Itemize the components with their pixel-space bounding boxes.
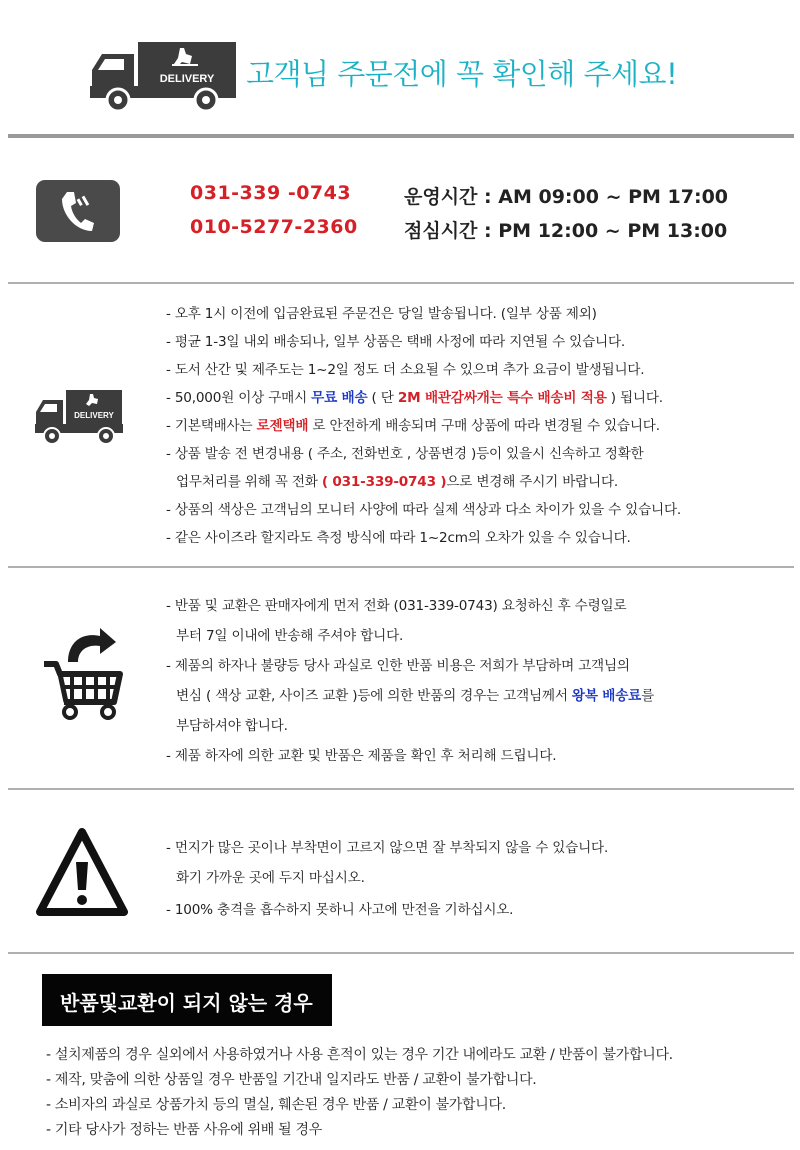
caution-line-1: - 먼지가 많은 곳이나 부착면이 고르지 않으면 잘 부착되지 않을 수 있습니다. [166, 840, 609, 856]
free-shipping-highlight: 무료 배송 [311, 390, 368, 406]
warning-icon [34, 826, 130, 920]
no-return-line-1: - 설치제품의 경우 실외에서 사용하였거나 사용 흔적이 있는 경우 기간 내에라도 교환 / 반품이 불가합니다. [46, 1047, 673, 1063]
free-shipping-mid: ( 단 [367, 390, 398, 406]
special-fee-highlight: 2M 배관감싸개는 특수 배송비 적용 [397, 390, 607, 406]
color-notice-line: - 상품의 색상은 고객님의 모니터 사양에 따라 실제 색상과 다소 차이가 있을 수 있습니다. [166, 502, 682, 518]
free-shipping-line [166, 386, 663, 406]
header [0, 0, 800, 132]
delivery-info-section [0, 284, 800, 566]
returns-line-1: - 반품 및 교환은 판매자에게 먼저 전화 (031-339-0743) 요청하신 후 수령일로 [166, 598, 627, 614]
delivery-truck-icon [88, 40, 238, 112]
courier-prefix: - 기본택배사는 [166, 418, 257, 434]
change-phone[interactable]: ( 031-339-0743 ) [321, 474, 447, 490]
free-shipping-suffix: ) 됩니다. [606, 390, 663, 406]
delivery-truck-icon [34, 388, 124, 446]
delivery-line-2: - 평균 1-3일 내외 배송되나, 일부 상품은 택배 사정에 따라 지연될 수 있습니다. [166, 334, 626, 350]
no-return-line-3: - 소비자의 과실로 상품가치 등의 멸실, 훼손된 경우 반품 / 교환이 불가합니다. [46, 1097, 506, 1113]
phone-icon [36, 180, 120, 242]
caution-section [0, 790, 800, 950]
delivery-line-1: - 오후 1시 이전에 입금완료된 주문건은 당일 발송됩니다. (일부 상품 제외) [166, 306, 597, 322]
caution-line-3: - 100% 충격을 흡수하지 못하니 사고에 만전을 기하십시오. [166, 902, 514, 918]
change-line-1: - 상품 발송 전 변경내용 ( 주소, 전화번호 , 상품변경 )등이 있을시 신속하고 정확한 [166, 446, 644, 462]
returns-section [0, 568, 800, 788]
no-return-heading [42, 974, 332, 1026]
divider [8, 952, 794, 954]
divider [8, 134, 794, 138]
contact-section [0, 140, 800, 280]
no-return-line-4: - 기타 당사가 정하는 반품 사유에 위배 될 경우 [46, 1122, 322, 1138]
size-notice-line: - 같은 사이즈라 할지라도 측정 방식에 따라 1~2cm의 오차가 있을 수 있습니다. [166, 530, 631, 546]
delivery-line-3: - 도서 산간 및 제주도는 1~2일 정도 더 소요될 수 있으며 추가 요금이 발생됩니다. [166, 362, 645, 378]
truck-label: DELIVERY [159, 73, 215, 85]
change-prefix: 업무처리를 위해 꼭 전화 [176, 474, 322, 490]
returns-line-4 [176, 684, 654, 704]
courier-line [166, 414, 660, 434]
returns-line-2: 부터 7일 이내에 반송해 주셔야 합니다. [176, 628, 404, 644]
phone-number-2[interactable]: 010-5277-2360 [190, 216, 358, 238]
courier-suffix: 로 안전하게 배송되며 구매 상품에 따라 변경될 수 있습니다. [308, 418, 660, 434]
page-title: 고객님 주문전에 꼭 확인해 주세요! [246, 57, 678, 91]
lunch-hours: 점심시간 : PM 12:00 ~ PM 13:00 [404, 220, 728, 242]
change-line-2 [176, 470, 618, 490]
no-return-title: 반품및교환이 되지 않는 경우 [60, 991, 313, 1015]
returns-line-4-prefix: 변심 ( 색상 교환, 사이즈 교환 )등에 의한 반품의 경우는 고객님께서 [176, 688, 572, 704]
returns-line-4-suffix: 를 [641, 688, 655, 704]
courier-name: 로젠택배 [256, 418, 309, 434]
change-suffix: 으로 변경해 주시기 바랍니다. [446, 474, 619, 490]
free-shipping-prefix: - 50,000원 이상 구매시 [166, 390, 312, 406]
no-return-line-2: - 제작, 맞춤에 의한 상품일 경우 반품일 기간내 일지라도 반품 / 교환이 불가합니다. [46, 1072, 537, 1088]
truck-label: DELIVERY [74, 411, 114, 420]
business-hours: 운영시간 : AM 09:00 ~ PM 17:00 [404, 186, 729, 208]
returns-line-3: - 제품의 하자나 불량등 당사 과실로 인한 반품 비용은 저희가 부담하며 고객님의 [166, 658, 630, 674]
returns-line-6: - 제품 하자에 의한 교환 및 반품은 제품을 확인 후 처리해 드립니다. [166, 748, 557, 764]
caution-line-2: 화기 가까운 곳에 두지 마십시오. [176, 870, 365, 886]
returns-line-5: 부담하셔야 합니다. [176, 718, 288, 734]
round-trip-fee: 왕복 배송료 [571, 688, 642, 704]
cart-return-icon [42, 624, 124, 720]
phone-number-1[interactable]: 031-339 -0743 [190, 182, 352, 204]
